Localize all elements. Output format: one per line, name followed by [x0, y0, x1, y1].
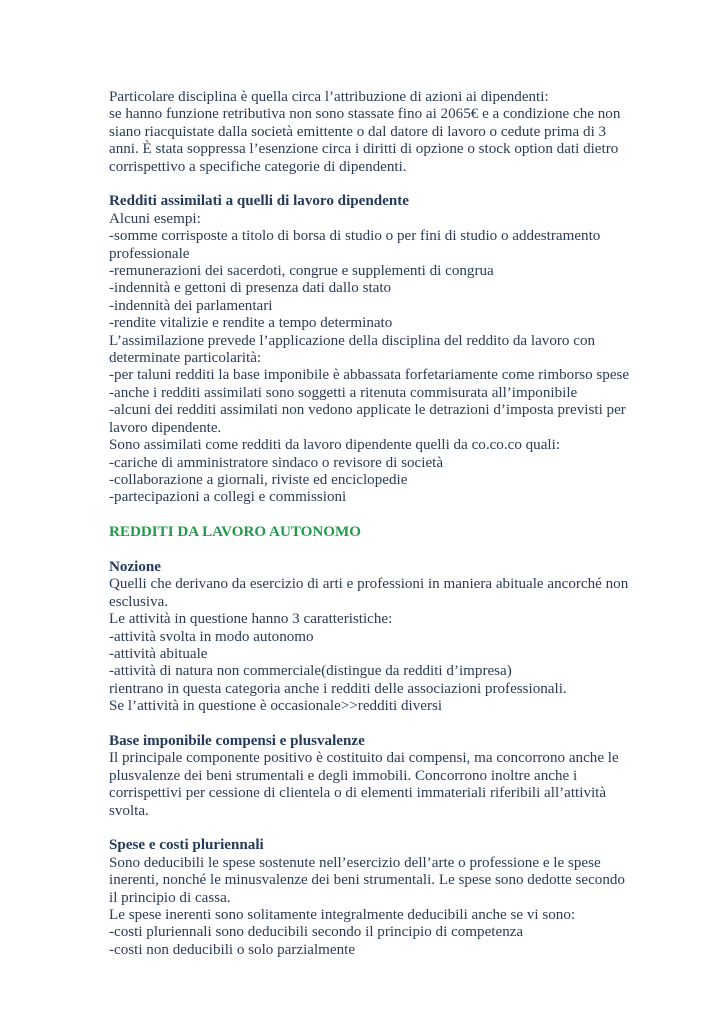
text-line: siano riacquistate dalla società emittente o dal datore di lavoro o cedute prima di 3 — [109, 123, 607, 140]
text-line: -partecipazioni a collegi e commissioni — [109, 489, 347, 506]
text-line: corrispettivi per cessione di clientela o di elementi immateriali riferibili all’attività — [109, 785, 607, 802]
nozione-section — [109, 559, 649, 716]
section-heading: Nozione — [109, 558, 161, 575]
text-line: -rendite vitalizie e rendite a tempo determinato — [109, 315, 393, 332]
text-line: -costi pluriennali sono deducibili secondo il principio di competenza — [109, 924, 524, 941]
text-line: -indennità e gettoni di presenza dati dallo stato — [109, 280, 392, 297]
text-line: Sono deducibili le spese sostenute nell’esercizio dell’arte o professione e le spese — [109, 854, 601, 871]
text-line: -somme corrisposte a titolo di borsa di studio o per fini di studio o addestramento — [109, 228, 601, 245]
text-line: inerenti, nonché le minusvalenze dei beni strumentali. Le spese sono dedotte secondo — [109, 872, 625, 889]
text-line: -attività svolta in modo autonomo — [109, 628, 314, 645]
section-heading: Base imponibile compensi e plusvalenze — [109, 732, 365, 749]
text-line: -per taluni redditi la base imponibile è abbassata forfetariamente come rimborso spese — [109, 367, 630, 384]
text-line: corrispettivo a specifiche categorie di dipendenti. — [109, 158, 407, 175]
text-line: anni. È stata soppressa l’esenzione circa i diritti di opzione o stock option dati dietro — [109, 141, 619, 158]
text-line: -collaborazione a giornali, riviste ed enciclopedie — [109, 471, 408, 488]
text-line: Il principale componente positivo è costituito dai compensi, ma concorrono anche le — [109, 750, 619, 767]
chapter-title: REDDITI DA LAVORO AUTONOMO — [109, 524, 362, 541]
text-line: determinate particolarità: — [109, 350, 262, 367]
text-line: Particolare disciplina è quella circa l’attribuzione di azioni ai dipendenti: — [109, 89, 549, 105]
paragraph-gap — [109, 542, 649, 559]
paragraph-gap — [109, 716, 649, 733]
section-heading: Redditi assimilati a quelli di lavoro dipendente — [109, 193, 409, 210]
text-line: L’assimilazione prevede l’applicazione della disciplina del reddito da lavoro con — [109, 332, 596, 349]
text-line: Le attività in questione hanno 3 caratteristiche: — [109, 611, 393, 628]
intro-paragraph — [109, 89, 649, 176]
text-line: Se l’attività in questione è occasionale>>redditi diversi — [109, 698, 443, 715]
document-page — [109, 89, 649, 959]
text-line: -attività abituale — [109, 645, 208, 662]
text-line: -anche i redditi assimilati sono soggetti a ritenuta commisurata all’imponibile — [109, 384, 578, 401]
text-line: -costi non deducibili o solo parzialmente — [109, 941, 356, 958]
text-line: -attività di natura non commerciale(distingue da redditi d’impresa) — [109, 663, 512, 680]
text-line: -cariche di amministratore sindaco o revisore di società — [109, 454, 444, 471]
text-line: Le spese inerenti sono solitamente integralmente deducibili anche se vi sono: — [109, 907, 576, 924]
text-line: Alcuni esempi: — [109, 210, 201, 227]
text-line: -remunerazioni dei sacerdoti, congrue e supplementi di congrua — [109, 263, 494, 280]
text-line: Quelli che derivano da esercizio di arti e professioni in maniera abituale ancorché non — [109, 576, 629, 593]
paragraph-gap — [109, 820, 649, 837]
text-line: se hanno funzione retributiva non sono stassate fino ai 2065€ e a condizione che non — [109, 106, 621, 123]
text-line: esclusiva. — [109, 593, 169, 610]
text-line: plusvalenze dei beni strumentali e degli immobili. Concorrono inoltre anche i — [109, 767, 578, 784]
spese-section — [109, 837, 649, 959]
text-line: lavoro dipendente. — [109, 419, 222, 436]
base-imponibile-section — [109, 733, 649, 820]
text-line: -indennità dei parlamentari — [109, 297, 273, 314]
paragraph-gap — [109, 176, 649, 193]
text-line: il principio di cassa. — [109, 889, 231, 906]
text-line: rientrano in questa categoria anche i redditi delle associazioni professionali. — [109, 680, 567, 697]
paragraph-gap — [109, 507, 649, 524]
text-line: professionale — [109, 245, 190, 262]
text-line: svolta. — [109, 802, 149, 819]
text-line: -alcuni dei redditi assimilati non vedono applicate le detrazioni d’imposta previsti per — [109, 402, 626, 419]
text-line: Sono assimilati come redditi da lavoro dipendente quelli da co.co.co quali: — [109, 437, 561, 454]
assimilati-section — [109, 193, 649, 506]
section-heading: Spese e costi pluriennali — [109, 837, 264, 854]
